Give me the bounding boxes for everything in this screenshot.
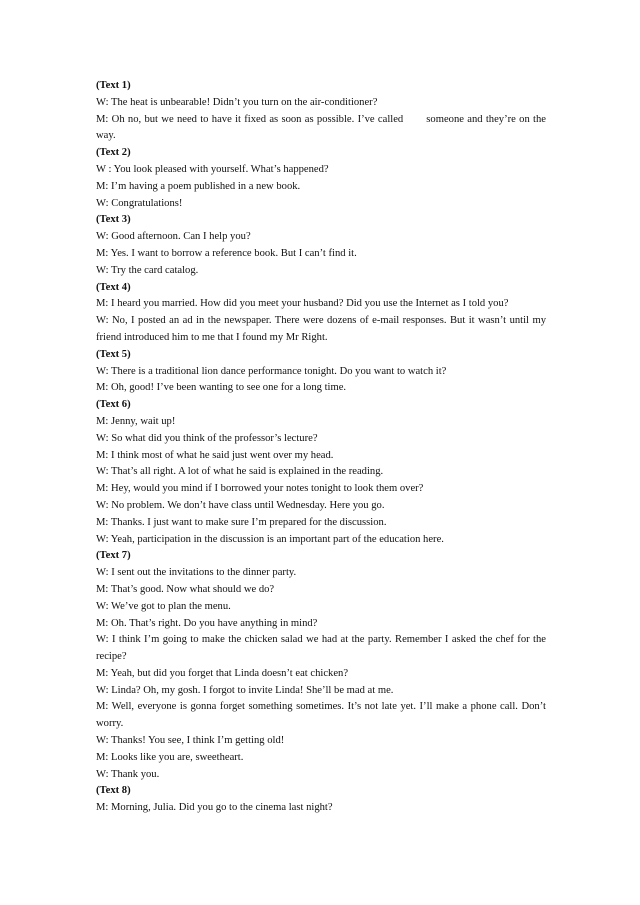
dialogue-line: M: Well, everyone is gonna forget something sometimes. It’s not late yet. I’ll make a phone call. Don’t worry.: [96, 701, 546, 730]
dialogue-line: W: No, I posted an ad in the newspaper. There were dozens of e-mail responses. But it wasn’t until my friend introduced him to me that I found my Mr Right.: [96, 315, 546, 343]
dialogue-line: M: Yes. I want to borrow a reference book. But I can’t find it.: [96, 247, 357, 259]
dialogue-line: M: That’s good. Now what should we do?: [96, 583, 275, 595]
dialogue-line: M: I’m having a poem published in a new book.: [96, 180, 301, 192]
dialogue-line: W: Good afternoon. Can I help you?: [96, 231, 251, 243]
dialogue-line: M: Hey, would you mind if I borrowed your notes tonight to look them over?: [96, 483, 424, 495]
dialogue-line: M: I heard you married. How did you meet your husband? Did you use the Internet as I told you?: [96, 298, 509, 310]
section-heading: (Text 8): [96, 785, 131, 797]
dialogue-line: W: The heat is unbearable! Didn’t you turn on the air-conditioner?: [96, 96, 378, 108]
dialogue-line: M: Looks like you are, sweetheart.: [96, 751, 244, 763]
section-heading: (Text 6): [96, 399, 131, 411]
dialogue-line: W: I sent out the invitations to the dinner party.: [96, 567, 297, 579]
section-heading: (Text 4): [96, 281, 131, 293]
dialogue-line: W: Thanks! You see, I think I’m getting old!: [96, 735, 285, 747]
dialogue-line: W: So what did you think of the professor’s lecture?: [96, 432, 318, 444]
dialogue-line: M: Oh, good! I’ve been wanting to see one for a long time.: [96, 382, 347, 394]
dialogue-line: M: I think most of what he said just went over my head.: [96, 449, 334, 461]
dialogue-line: M: Jenny, wait up!: [96, 415, 176, 427]
dialogue-line: M: Oh no, but we need to have it fixed as soon as possible. I’ve called someone and they’re on the way.: [96, 113, 549, 142]
section-heading: (Text 3): [96, 214, 131, 226]
dialogue-line: M: Thanks. I just want to make sure I’m prepared for the discussion.: [96, 516, 387, 528]
dialogue-line: W: Congratulations!: [96, 197, 183, 209]
dialogue-line: W: We’ve got to plan the menu.: [96, 600, 231, 612]
dialogue-line: W: Try the card catalog.: [96, 264, 199, 276]
dialogue-line: W: That’s all right. A lot of what he said is explained in the reading.: [96, 466, 384, 478]
dialogue-line: W : You look pleased with yourself. What’s happened?: [96, 163, 329, 175]
section-heading: (Text 1): [96, 80, 131, 91]
section-heading: (Text 7): [96, 550, 131, 562]
dialogue-line: W: There is a traditional lion dance performance tonight. Do you want to watch it?: [96, 365, 447, 377]
dialogue-line: W: Thank you.: [96, 768, 160, 780]
section-heading: (Text 5): [96, 348, 131, 360]
transcript-page: [96, 78, 549, 817]
dialogue-line: W: No problem. We don’t have class until Wednesday. Here you go.: [96, 499, 385, 511]
dialogue-line: M: Oh. That’s right. Do you have anything in mind?: [96, 617, 318, 629]
dialogue-line: W: I think I’m going to make the chicken salad we had at the party. Remember I asked the chef for the recipe?: [96, 634, 546, 663]
dialogue-line: W: Linda? Oh, my gosh. I forgot to invite Linda! She’ll be mad at me.: [96, 684, 394, 696]
dialogue-line: W: Yeah, participation in the discussion is an important part of the education here.: [96, 533, 444, 545]
dialogue-line: M: Yeah, but did you forget that Linda doesn’t eat chicken?: [96, 667, 349, 679]
section-heading: (Text 2): [96, 147, 131, 159]
dialogue-line: M: Morning, Julia. Did you go to the cinema last night?: [96, 802, 333, 814]
